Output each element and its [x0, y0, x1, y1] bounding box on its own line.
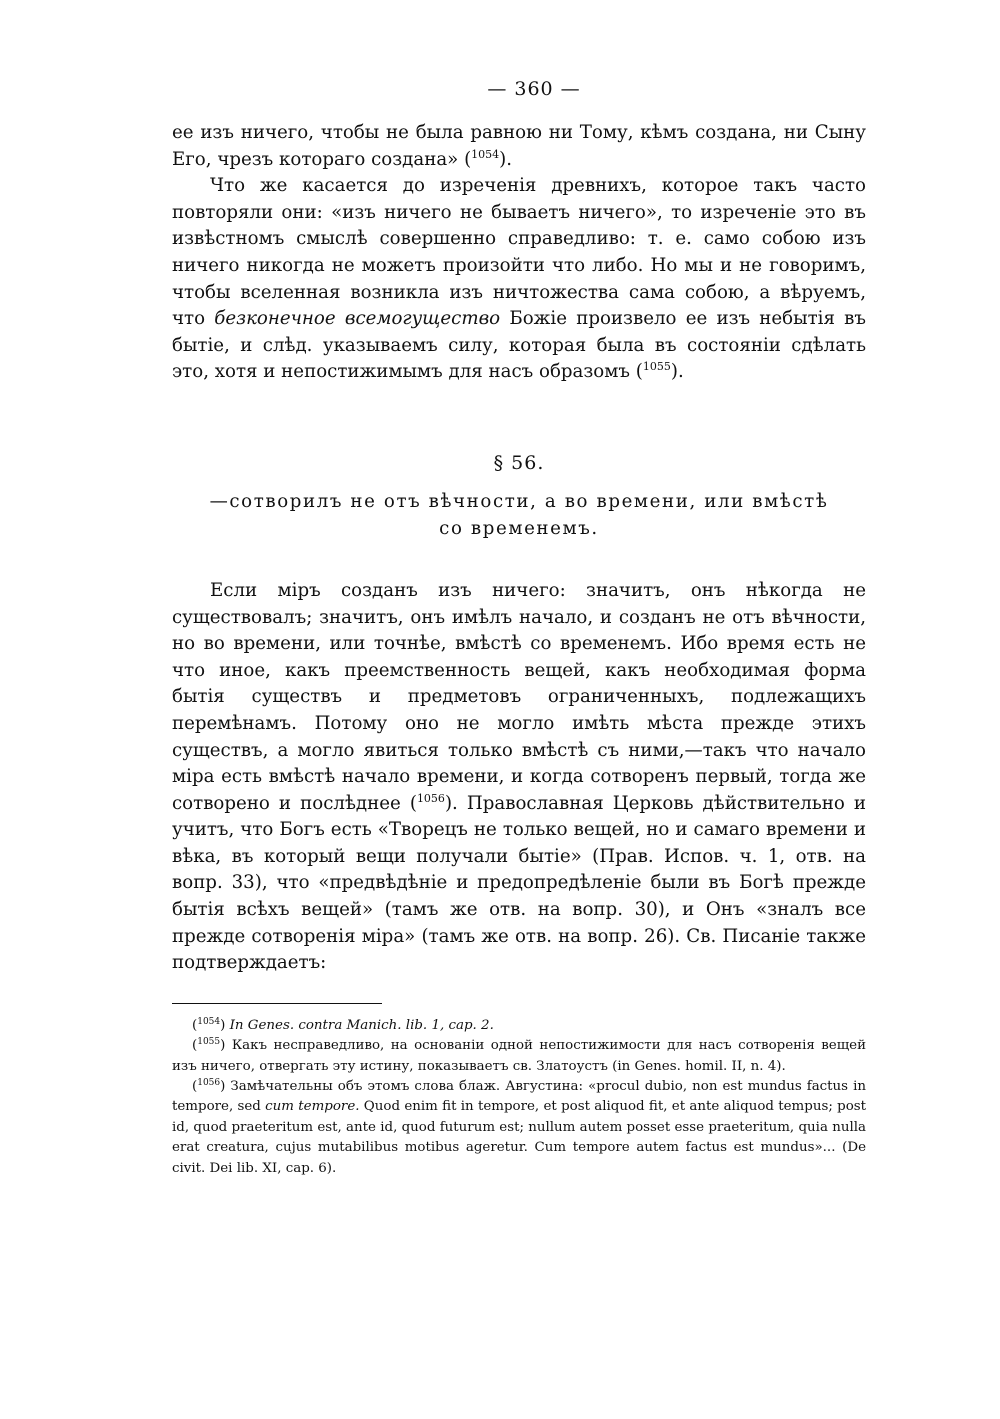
page-number: — 360 —: [487, 78, 581, 100]
footnote-1056: ($^{1056}$) Замѣчательны объ этомъ слова блаж. Августина: «procul dubio, non est mundus factus in tempore, sed cum tempore. Quod enim fit in tempore, et post aliquod fit, et ante aliquod tempus; post id, quod praeteritum est, ante id, quod futurum est; nullum autem posset esse praeteritum, quia nulla erat creatura, cujus mutabilibus motibus ageretur. Cum tempore autem factus est mundus»... (De civit. Dei lib. XI, cap. 6).: [172, 1078, 867, 1176]
footnote-rule: [172, 1003, 382, 1004]
footnote-ref-1054[interactable]: 1054: [471, 147, 500, 161]
emphasis-text: безконечное всемогущество: [214, 308, 501, 330]
section-number: § 56.: [493, 451, 545, 474]
section-title-line-2: со временемъ.: [439, 517, 599, 539]
footnote-1054: ($^{1054}$) In Genes. contra Manich. lib. 1, cap. 2.: [192, 1016, 494, 1033]
paragraph-3: Если міръ созданъ изъ ничего: значитъ, онъ нѣкогда не существовалъ; значитъ, онъ имѣлъ начало, и созданъ не отъ вѣчности, но во времени, или точнѣе, вмѣстѣ со временемъ. Ибо время есть не что иное, какъ преемственность вещей, какъ необходимая форма бытія существъ и предметовъ ограниченныхъ, подлежащихъ перемѣнамъ. Потому оно не могло имѣть мѣста прежде этихъ существъ, а могло явиться только вмѣстѣ съ ними,—такъ что начало міра есть вмѣстѣ начало времени, и когда сотворенъ первый, тогда же сотворено и послѣднее ($^{1056}$). Православная Церковь дѣйствительно и учитъ, что Богъ есть «Творецъ не только вещей, но и самаго времени и вѣка, въ который вещи получали бытіе» (Прав. Испов. ч. 1, отв. на вопр. 33), что «предвѣдѣніе и предопредѣленіе были въ Богѣ прежде бытія всѣхъ вещей» (тамъ же отв. на вопр. 30), и Онъ «зналъ все прежде сотворенія міра» (тамъ же отв. на вопр. 26). Св. Писаніе также подтверждаетъ:: [172, 579, 866, 974]
footnote-ref-1055[interactable]: 1055: [642, 360, 671, 374]
footnote-ref-1056[interactable]: 1056: [416, 791, 445, 805]
footnote-1055: ($^{1055}$) Какъ несправедливо, на основаніи одной непостижимости для насъ сотворенія вещей изъ ничего, отвергать эту истину, показываетъ св. Златоустъ (in Genes. homil. II, n. 4).: [172, 1037, 867, 1074]
section-title: [172, 488, 866, 542]
section-title-line-1: —сотворилъ не отъ вѣчности, а во времени, или вмѣстѣ: [209, 490, 829, 512]
paragraph-1: ее изъ ничего, чтобы не была равною ни Тому, кѣмъ создана, ни Сыну Его, чрезъ котораго создана» ($^{1054}$).: [172, 122, 866, 170]
paragraph-2: Что же касается до изреченія древнихъ, которое такъ часто повторяли они: «изъ ничего не бываетъ ничего», то изреченіе это въ извѣстномъ смыслѣ совершенно справедливо: т. е. само собою изъ ничего никогда не можетъ произойти что либо. Но мы и не говоримъ, чтобы вселенная возникла изъ ничтожества сама собою, а вѣруемъ, что безконечное всемогущество Божіе произвело ее изъ небытія въ бытіе, и слѣд. указываемъ силу, которая была въ состояніи сдѣлать это, хотя и непостижимымъ для насъ образомъ ($^{1055}$).: [172, 175, 866, 383]
